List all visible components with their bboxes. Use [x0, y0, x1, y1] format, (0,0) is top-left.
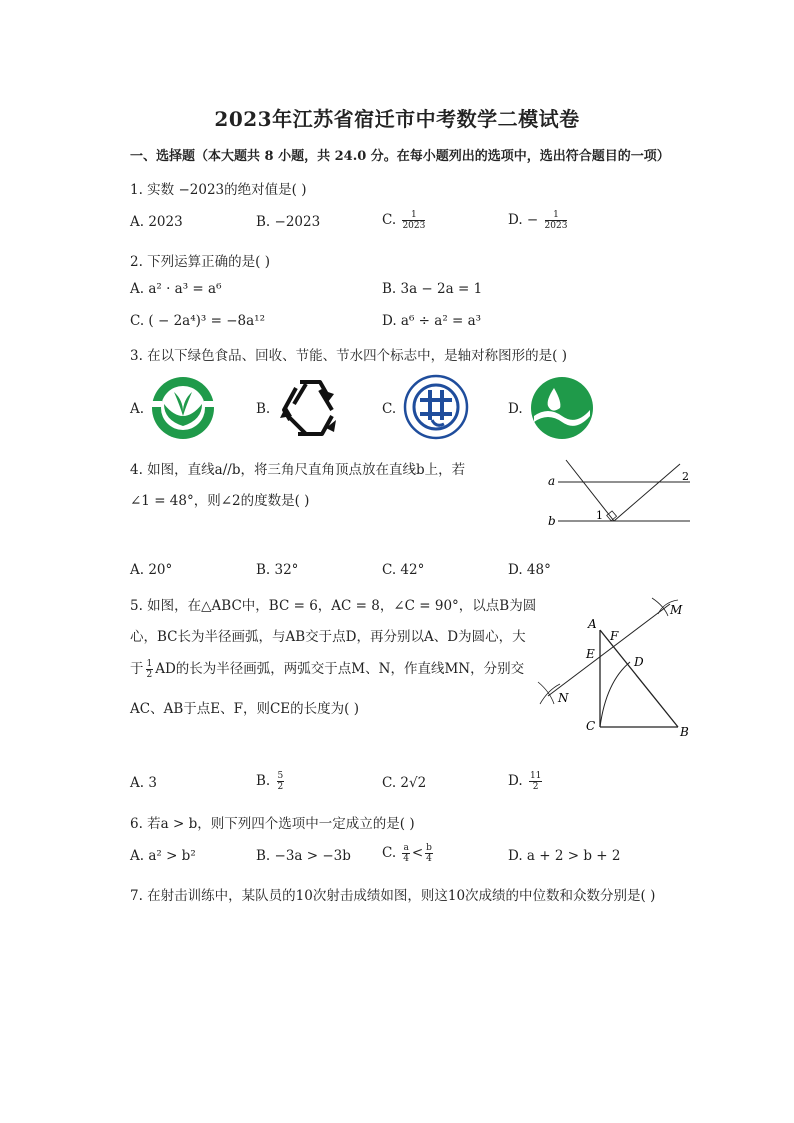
question-5-stem-line2: 心，BC长为半径画弧，与AB交于点D，再分别以A、D为圆心，大	[130, 629, 526, 645]
question-2-stem: 2. 下列运算正确的是( )	[130, 254, 270, 270]
q6-option-c: C. $\frac{a}{4}$ < $\frac{b}{4}$	[382, 843, 432, 864]
label-line-a: a	[548, 474, 556, 488]
q3-option-d-label: D.	[508, 401, 523, 417]
q2-option-a: A. a² · a³ = a⁶	[130, 281, 222, 297]
svg-text:N: N	[558, 691, 569, 705]
parallel-lines-figure	[540, 452, 700, 534]
svg-text:E: E	[586, 647, 595, 661]
question-4-stem-line2: ∠1 = 48°，则∠2的度数是( )	[130, 493, 310, 509]
q2-option-c: C. ( − 2a⁴)³ = −8a¹²	[130, 313, 265, 329]
svg-text:F: F	[610, 629, 619, 643]
green-food-logo-icon	[150, 376, 216, 440]
question-5-stem-line4: AC、AB于点E、F，则CE的长度为( )	[130, 701, 359, 717]
water-saving-logo-icon	[528, 376, 596, 440]
q6-option-d: D. a + 2 > b + 2	[508, 848, 621, 864]
q5-option-b: B. $\frac{5}{2}$	[256, 771, 284, 792]
question-5-stem-line1: 5. 如图，在△ABC中，BC = 6，AC = 8，∠C = 90°，以点B为圆	[130, 598, 537, 614]
label-line-b: b	[548, 514, 556, 528]
page-title: 2023年江苏省宿迁市中考数学二模试卷	[214, 107, 580, 131]
q3-option-a-label: A.	[130, 401, 145, 417]
question-6-stem: 6. 若a > b，则下列四个选项中一定成立的是( )	[130, 816, 415, 832]
q2-option-b: B. 3a − 2a = 1	[382, 281, 483, 297]
svg-text:C: C	[586, 719, 596, 733]
q5-option-a: A. 3	[130, 775, 157, 791]
q5-option-c: C. 2√2	[382, 775, 427, 791]
q1-option-d	[508, 210, 569, 231]
q3-option-c-label: C.	[382, 401, 397, 417]
q6-option-b: B. −3a > −3b	[256, 848, 351, 864]
svg-text:B: B	[680, 725, 689, 739]
q1-option-c-fraction: $\frac{1}{2023}$	[402, 210, 426, 231]
recycle-logo-icon	[276, 376, 344, 440]
question-3-stem: 3. 在以下绿色食品、回收、节能、节水四个标志中，是轴对称图形的是( )	[130, 348, 567, 364]
q3-option-b-label: B.	[256, 401, 271, 417]
q4-option-a: A. 20°	[130, 562, 173, 578]
q5-option-d: D. $\frac{11}{2}$	[508, 771, 542, 792]
label-angle-1: 1	[596, 509, 603, 522]
q1-option-b: B. −2023	[256, 214, 321, 230]
svg-text:A: A	[588, 617, 597, 631]
q1-option-c	[382, 210, 427, 231]
q6-option-a: A. a² > b²	[130, 848, 196, 864]
q1-option-d-fraction: $\frac{1}{2023}$	[544, 210, 568, 231]
question-7-stem: 7. 在射击训练中，某队员的10次射击成绩如图，则这10次成绩的中位数和众数分别是( )	[130, 888, 656, 904]
q4-option-b: B. 32°	[256, 562, 299, 578]
section-heading: 一、选择题（本大题共 8 小题，共 24.0 分。在每小题列出的选项中，选出符合题目的一项）	[130, 149, 670, 164]
q2-option-d: D. a⁶ ÷ a² = a³	[382, 313, 482, 329]
label-angle-2: 2	[682, 470, 689, 483]
question-1-stem: 1. 实数 −2023的绝对值是( )	[130, 182, 307, 198]
svg-text:D: D	[634, 655, 644, 669]
q4-option-d: D. 48°	[508, 562, 551, 578]
svg-text:M: M	[670, 603, 683, 617]
energy-saving-logo-icon	[402, 374, 470, 440]
q1-option-c-label: C.	[382, 212, 397, 228]
q4-option-c: C. 42°	[382, 562, 425, 578]
question-4-stem-line1: 4. 如图，直线a//b，将三角尺直角顶点放在直线b上，若	[130, 462, 466, 478]
q1-option-a: A. 2023	[130, 214, 183, 230]
triangle-construction-figure	[530, 592, 700, 740]
q1-option-d-label: D. −	[508, 212, 539, 228]
question-5-stem-line3: 于 $\frac{1}{2}$ AD的长为半径画弧，两弧交于点M、N，作直线MN，分别交	[130, 659, 525, 680]
